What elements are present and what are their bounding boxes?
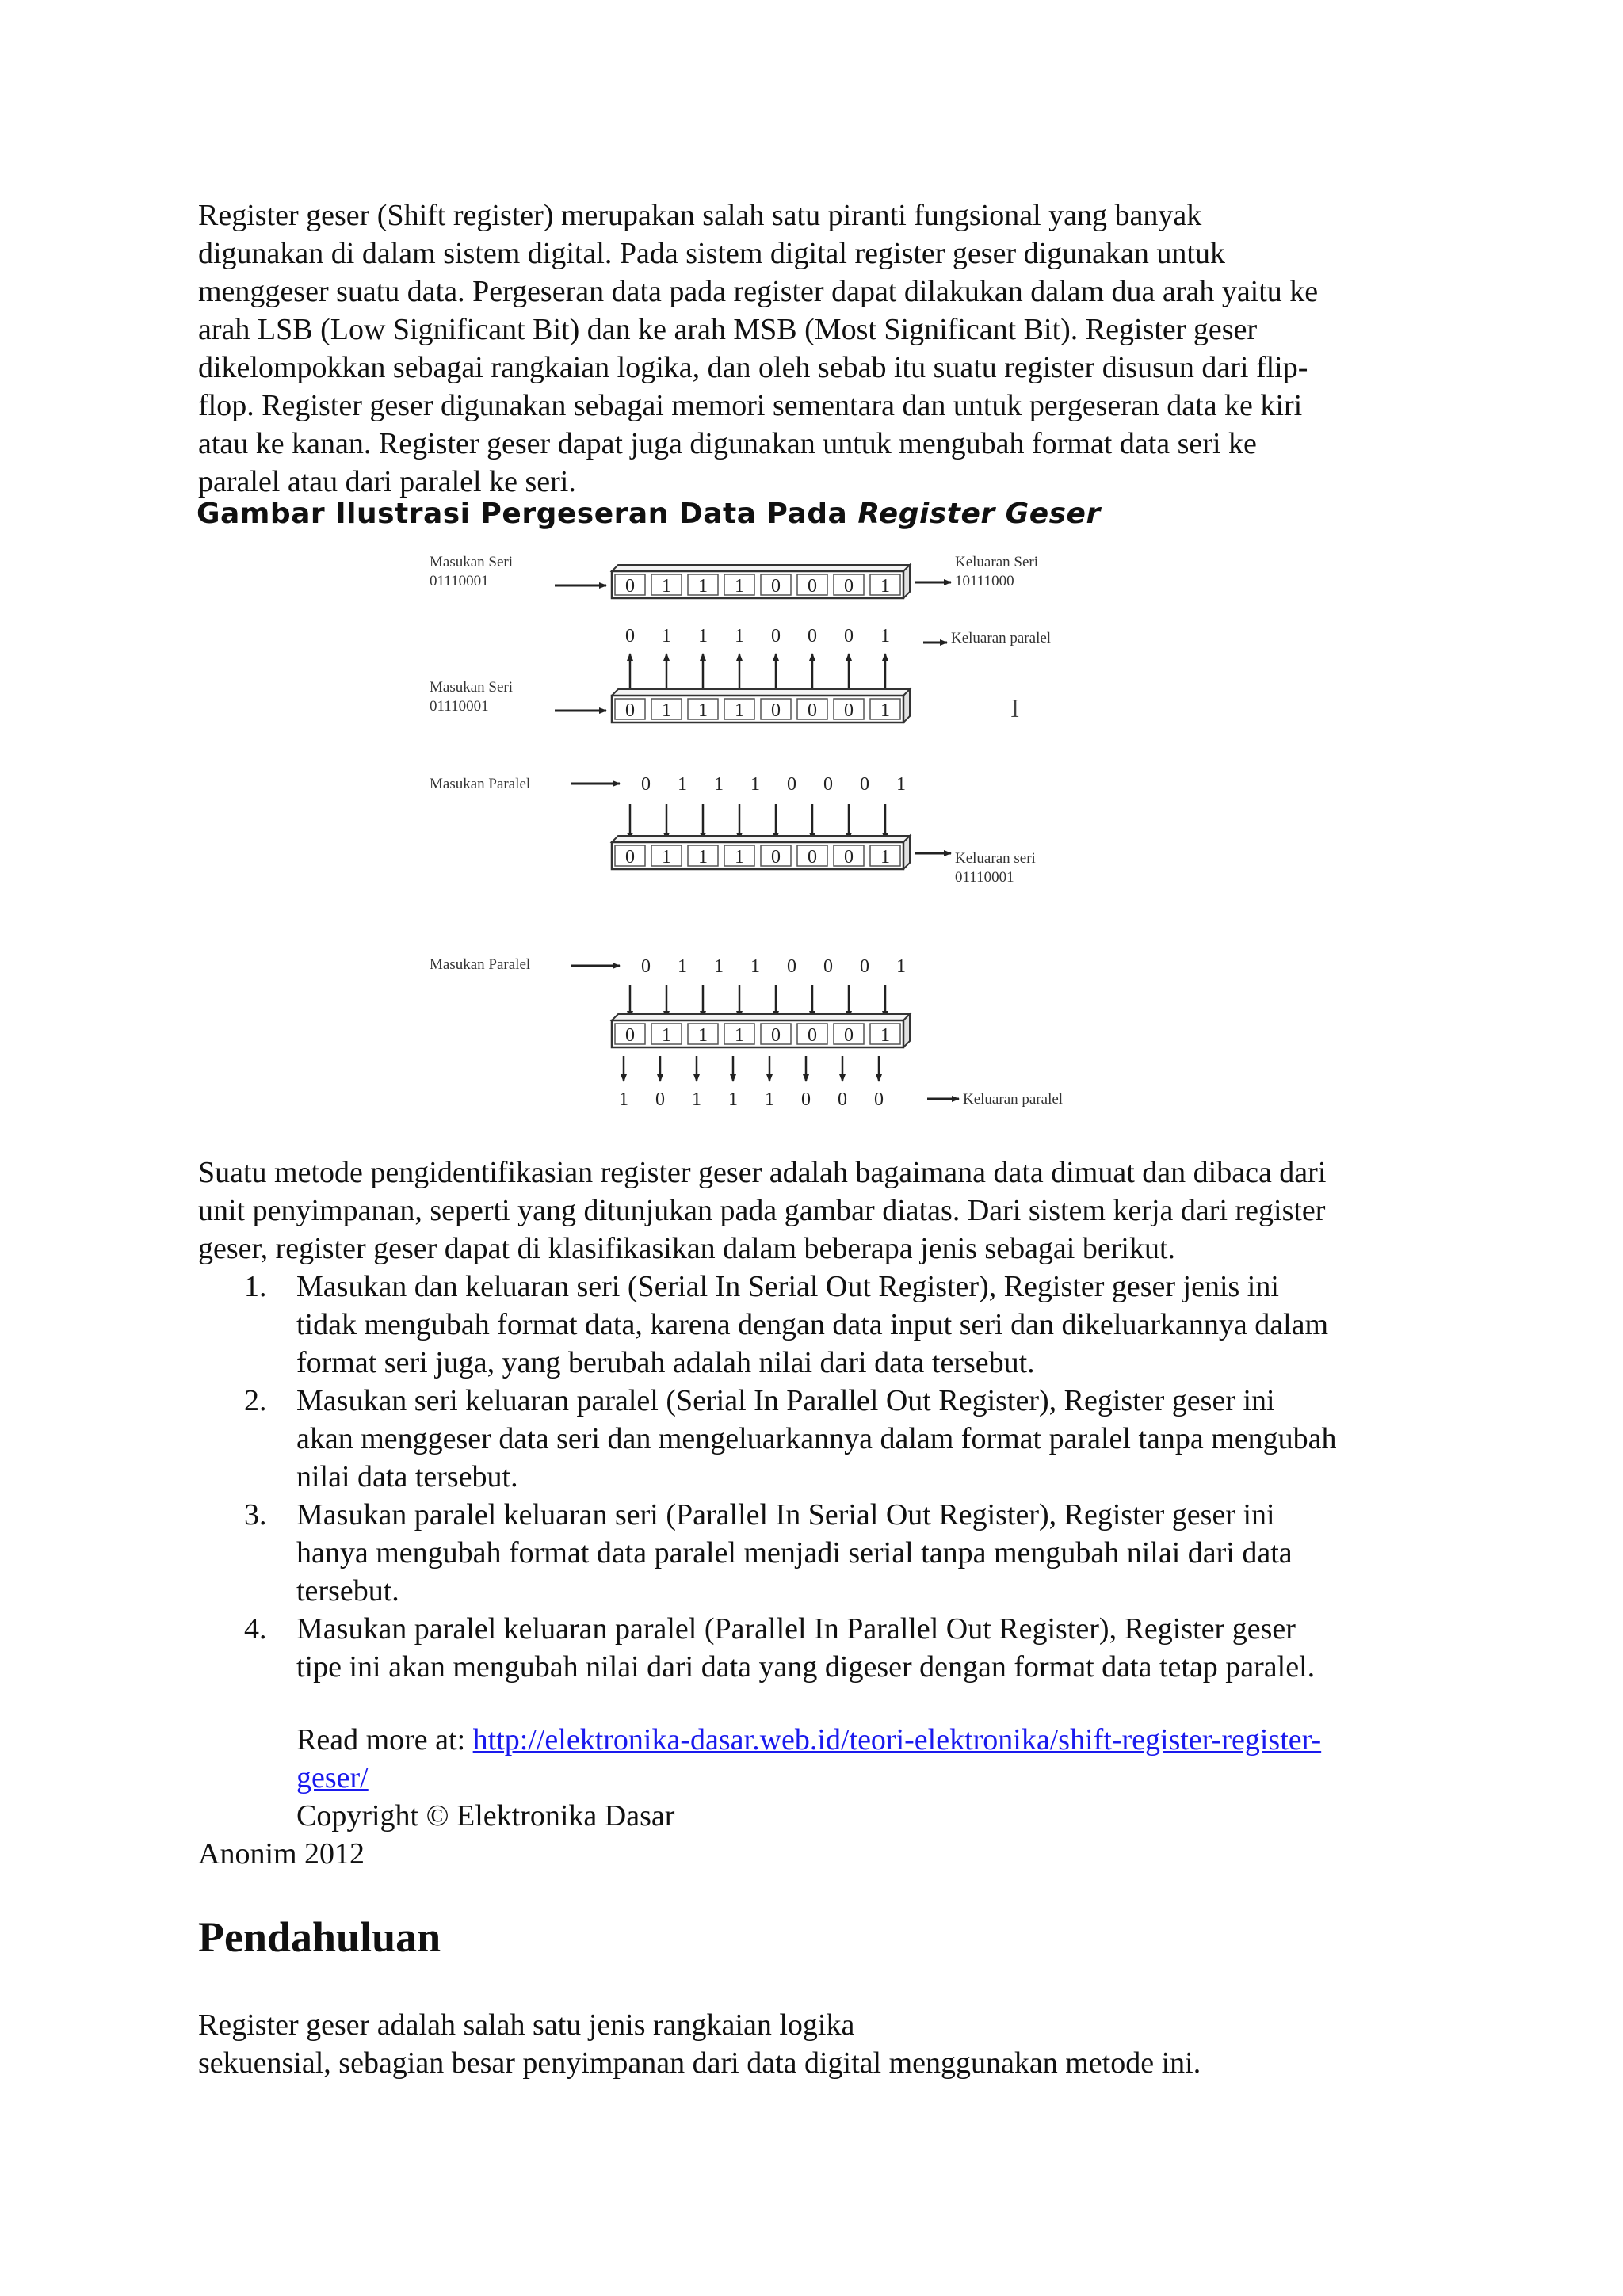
- register-siso: [612, 565, 910, 598]
- register-bit: 0: [808, 847, 817, 868]
- pipo-down-arrows: [630, 985, 885, 1018]
- bit-label: 1: [678, 956, 687, 977]
- register-piso: [612, 836, 910, 869]
- parallel-out-label-2: Keluaran paralel: [963, 1091, 1064, 1108]
- register-bit: 0: [625, 700, 635, 721]
- pipo-parallel-output-bits: [619, 1089, 884, 1110]
- serial-out-label-2: Keluaran seri: [955, 850, 1036, 867]
- text-line: tipe ini akan mengubah nilai dari data yang digeser dengan format data tetap paralel.: [296, 1650, 1316, 1684]
- register-bit: 0: [844, 1025, 854, 1046]
- register-bit: 0: [771, 700, 781, 721]
- bit-label: 0: [641, 956, 651, 977]
- text-line: atau ke kanan. Register geser dapat juga digunakan untuk mengubah format data seri ke: [198, 427, 1257, 460]
- figure-title-italic: Register Geser: [857, 498, 1101, 530]
- list-number: 3.: [244, 1498, 267, 1531]
- register-body: [612, 842, 903, 869]
- text-line: paralel atau dari paralel ke seri.: [198, 465, 576, 498]
- closing-paragraph: [198, 2006, 1434, 2082]
- bit-label: 0: [823, 956, 833, 977]
- register-body: [612, 571, 903, 598]
- bit-label: 1: [619, 1089, 628, 1110]
- register-bit: 0: [625, 1025, 635, 1046]
- bit-label: 1: [750, 956, 760, 977]
- bit-label: 1: [678, 774, 687, 795]
- register-types-list: [198, 1268, 1466, 1686]
- register-bit: 0: [771, 847, 781, 868]
- bit-label: 1: [896, 956, 906, 977]
- text-line: Masukan seri keluaran paralel (Serial In Parallel Out Register), Register geser ini: [296, 1384, 1275, 1417]
- bit-label: 0: [801, 1089, 811, 1110]
- text-line: arah LSB (Low Significant Bit) dan ke arah MSB (Most Significant Bit). Register geser: [198, 313, 1258, 346]
- register-bit: 1: [880, 576, 890, 597]
- register-bit: 1: [880, 847, 890, 868]
- list-item: [198, 1610, 1466, 1686]
- list-item: [198, 1382, 1466, 1496]
- register-bit: 0: [625, 847, 635, 868]
- text-line: geser, register geser dapat di klasifikasikan dalam beberapa jenis sebagai berikut.: [198, 1232, 1175, 1265]
- serial-in-value-2: 01110001: [430, 698, 489, 715]
- bit-label: 0: [860, 774, 869, 795]
- serial-in-label: Masukan Seri: [430, 554, 514, 570]
- sipo-parallel-output-bits: [625, 626, 890, 646]
- bit-label: 1: [735, 626, 744, 646]
- sipo-up-arrows: [630, 654, 885, 692]
- register-bit: 1: [735, 700, 744, 721]
- register-bit: 0: [844, 700, 854, 721]
- text-line: Masukan dan keluaran seri (Serial In Serial Out Register), Register geser jenis ini: [296, 1270, 1279, 1303]
- after-figure-paragraph: [198, 1154, 1434, 1268]
- intro-paragraph: [198, 196, 1434, 501]
- register-bit: 0: [844, 576, 854, 597]
- register-bit: 1: [880, 1025, 890, 1046]
- serial-in-label-2: Masukan Seri: [430, 679, 514, 696]
- text-line: tersebut.: [296, 1574, 399, 1608]
- read-more-label: Read more at:: [296, 1723, 473, 1756]
- text-line: menggeser suatu data. Pergeseran data pada register dapat dilakukan dalam dua arah yaitu ke: [198, 275, 1319, 308]
- text-line: Masukan paralel keluaran seri (Parallel In Serial Out Register), Register geser ini: [296, 1498, 1275, 1531]
- parallel-in-label-2: Masukan Paralel: [430, 956, 531, 973]
- text-line: Suatu metode pengidentifikasian register geser adalah bagaimana data dimuat dan dibaca dari: [198, 1156, 1327, 1189]
- text-line: tidak mengubah format data, karena dengan data input seri dan dikeluarkannya dalam: [296, 1308, 1329, 1341]
- bit-label: 1: [728, 1089, 738, 1110]
- register-bit: 1: [735, 576, 744, 597]
- section-heading: Pendahuluan: [198, 1913, 441, 1961]
- bit-label: 1: [698, 626, 708, 646]
- bit-label: 0: [874, 1089, 884, 1110]
- siso-row: [430, 554, 1038, 598]
- bit-label: 0: [808, 626, 817, 646]
- text-line: Masukan paralel keluaran paralel (Parallel In Parallel Out Register), Register geser: [296, 1612, 1296, 1646]
- register-bit: 0: [808, 700, 817, 721]
- register-bit: 1: [735, 847, 744, 868]
- text-line: akan menggeser data seri dan mengeluarkannya dalam format paralel tanpa mengubah: [296, 1422, 1337, 1455]
- bit-label: 1: [765, 1089, 774, 1110]
- register-bit: 1: [662, 700, 671, 721]
- author-year: Anonim 2012: [198, 1837, 365, 1871]
- register-bit: 0: [808, 576, 817, 597]
- pipo-output-arrows: [624, 1056, 879, 1081]
- list-number: 4.: [244, 1612, 267, 1646]
- bit-label: 0: [655, 1089, 665, 1110]
- bit-label: 1: [896, 774, 906, 795]
- bit-label: 0: [838, 1089, 847, 1110]
- bit-label: 0: [641, 774, 651, 795]
- read-more-line: [296, 1721, 1321, 1759]
- text-line: digunakan di dalam sistem digital. Pada sistem digital register geser digunakan untuk: [198, 237, 1225, 270]
- figure-title: [197, 498, 1101, 530]
- bit-label: 1: [714, 956, 724, 977]
- text-line: hanya mengubah format data paralel menjadi serial tanpa mengubah nilai dari data: [296, 1536, 1293, 1569]
- register-bit: 1: [698, 700, 708, 721]
- bit-label: 1: [714, 774, 724, 795]
- bit-label: 0: [787, 956, 796, 977]
- register-bit: 0: [771, 1025, 781, 1046]
- serial-out-value-2: 01110001: [955, 869, 1014, 886]
- register-bit: 1: [698, 1025, 708, 1046]
- read-more-line: [296, 1759, 1321, 1797]
- list-item: [198, 1496, 1466, 1610]
- bit-label: 0: [844, 626, 854, 646]
- source-link[interactable]: http://elektronika-dasar.web.id/teori-elektronika/shift-register-register-: [472, 1723, 1322, 1756]
- serial-out-value: 10111000: [955, 573, 1014, 589]
- register-bit: 1: [662, 847, 671, 868]
- register-body: [612, 696, 903, 723]
- source-link-continued[interactable]: geser/: [296, 1761, 369, 1794]
- bit-label: 0: [625, 626, 635, 646]
- text-line: Register geser (Shift register) merupakan salah satu piranti fungsional yang banyak: [198, 199, 1202, 232]
- register-body: [612, 1020, 903, 1047]
- register-bit: 0: [771, 576, 781, 597]
- pipo-row: [430, 956, 1063, 1110]
- register-bit: 0: [625, 576, 635, 597]
- read-more-block: [296, 1721, 1321, 1835]
- text-line: dikelompokkan sebagai rangkaian logika, dan oleh sebab itu suatu register disusun dari flip-: [198, 351, 1308, 384]
- register-bit: 1: [662, 576, 671, 597]
- parallel-in-label: Masukan Paralel: [430, 776, 531, 792]
- sipo-row: [430, 626, 1051, 723]
- bit-label: 1: [692, 1089, 701, 1110]
- text-line: Register geser adalah salah satu jenis rangkaian logika: [198, 2008, 855, 2042]
- copyright-text: Copyright © Elektronika Dasar: [296, 1799, 675, 1833]
- list-item: [198, 1268, 1466, 1382]
- bit-label: 0: [771, 626, 781, 646]
- text-line: sekuensial, sebagian besar penyimpanan dari data digital menggunakan metode ini.: [198, 2046, 1201, 2080]
- figure-title-text: Gambar Ilustrasi Pergeseran Data Pada: [197, 498, 858, 530]
- register-bit: 0: [808, 1025, 817, 1046]
- register-bit: 1: [662, 1025, 671, 1046]
- register-bit: 1: [880, 700, 890, 721]
- pipo-parallel-input-bits: [641, 956, 906, 977]
- piso-down-arrows: [630, 804, 885, 840]
- bit-label: 0: [860, 956, 869, 977]
- text-line: nilai data tersebut.: [296, 1460, 518, 1493]
- register-pipo: [612, 1014, 910, 1047]
- parallel-out-label: Keluaran paralel: [951, 630, 1052, 646]
- register-bit: 0: [844, 847, 854, 868]
- register-bit: 1: [735, 1025, 744, 1046]
- bit-label: 1: [662, 626, 671, 646]
- stray-mark: I: [1010, 694, 1020, 723]
- list-number: 1.: [244, 1270, 267, 1303]
- text-line: format seri juga, yang berubah adalah nilai dari data tersebut.: [296, 1346, 1035, 1379]
- text-line: flop. Register geser digunakan sebagai memori sementara dan untuk pergeseran data ke kiri: [198, 389, 1303, 422]
- bit-label: 1: [880, 626, 890, 646]
- register-bit: 1: [698, 847, 708, 868]
- bit-label: 1: [750, 774, 760, 795]
- register-bit: 1: [698, 576, 708, 597]
- bit-label: 0: [787, 774, 796, 795]
- serial-out-label: Keluaran Seri: [955, 554, 1038, 570]
- text-line: unit penyimpanan, seperti yang ditunjukan pada gambar diatas. Dari sistem kerja dari register: [198, 1194, 1326, 1227]
- bit-label: 0: [823, 774, 833, 795]
- list-number: 2.: [244, 1384, 267, 1417]
- shift-register-diagram: [412, 543, 1125, 1137]
- piso-row: [430, 774, 1036, 886]
- register-sipo: [612, 689, 910, 723]
- serial-in-value: 01110001: [430, 573, 489, 589]
- piso-parallel-input-bits: [641, 774, 906, 795]
